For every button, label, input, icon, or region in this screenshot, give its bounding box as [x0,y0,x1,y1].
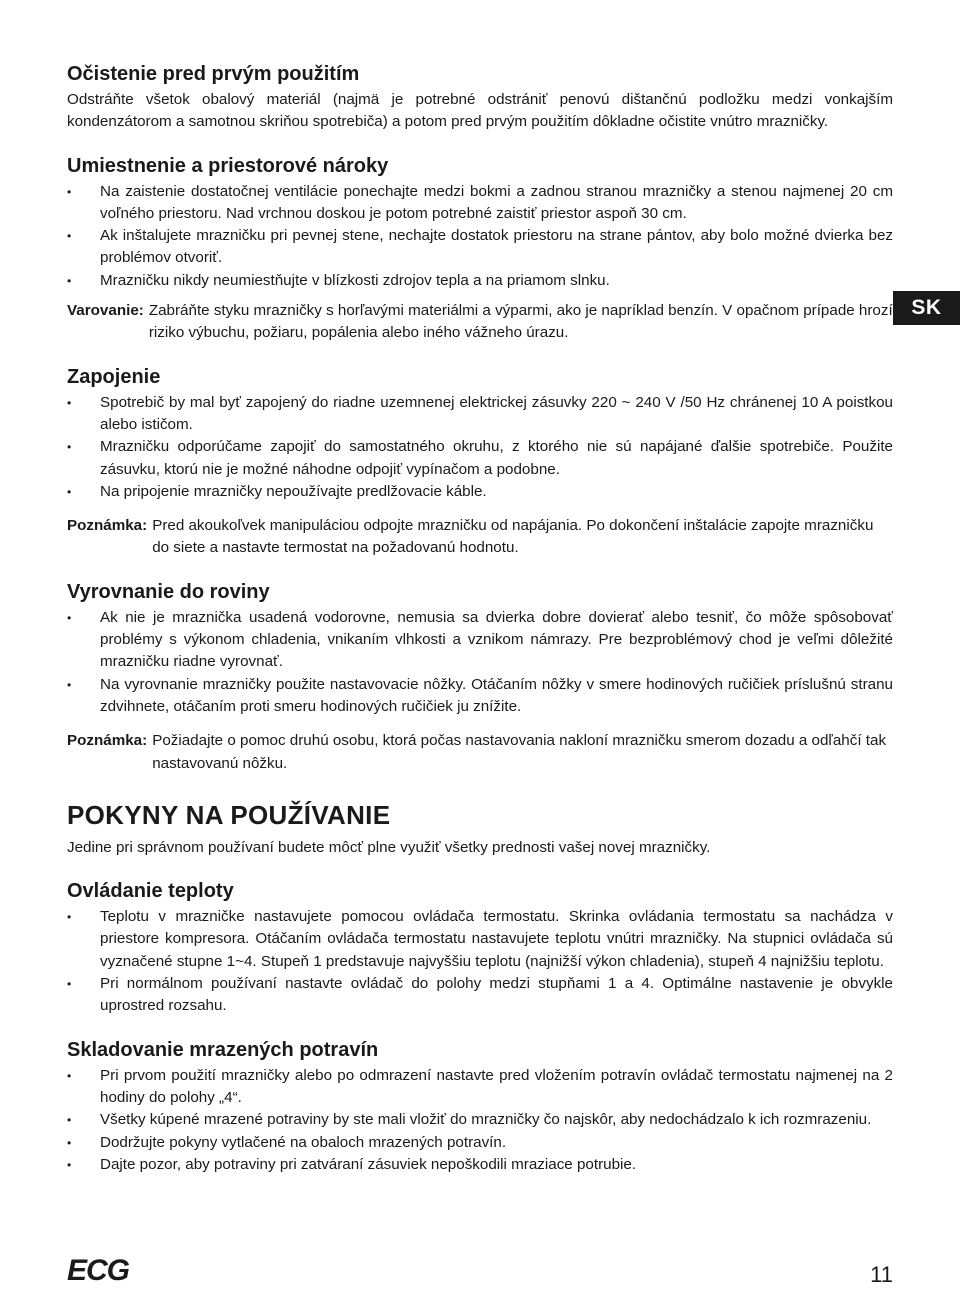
list-item: • Na vyrovnanie mrazničky použite nastavovacie nôžky. Otáčaním nôžky v smere hodinových ručičiek príslušnú stranu zdvihnete, otáčaním proti smeru hodinových ručičiek ju znížite. [67,674,893,719]
list-item: • Mrazničku nikdy neumiestňujte v blízkosti zdrojov tepla a na priamom slnku. [67,270,893,292]
list-item: • Spotrebič by mal byť zapojený do riadne uzemnenej elektrickej zásuvky 220 ~ 240 V /50 Hz chránenej 10 A poistkou alebo ističom. [67,392,893,437]
heading-storage: Skladovanie mrazených potravín [67,1038,379,1061]
document-page [67,62,893,1176]
list-item: • Ak inštalujete mrazničku pri pevnej stene, nechajte dostatok priestoru na strane pántov, aby bolo možné dvierka bez problémov otvoriť. [67,225,893,270]
warning-text: Zabráňte styku mrazničky s horľavými materiálmi a výparmi, ako je napríklad benzín. V opačnom prípade hrozí riziko výbuchu, požiaru, popálenia alebo iného vážneho úrazu. [148,302,893,342]
list-leveling [67,607,893,718]
warning-label: Varovanie: [67,302,144,320]
list-item: • Pri normálnom používaní nastavte ovládač do polohy medzi stupňami 1 a 4. Optimálne nastavenie je obvykle uprostred rozsahu. [67,973,893,1018]
leveling-note [67,730,893,775]
brand-logo: ECG [67,1254,130,1287]
note-text: Požiadajte o pomoc druhú osobu, ktorá počas nastavovania nakloní mrazničku smerom dozadu a odľahčí tak nastavovanú nôžku. [152,732,887,772]
list-item: • Pri prvom použití mrazničky alebo po odmrazení nastavte pred vložením potravín ovládač termostatu najmenej na 2 hodiny do polohy „4“. [67,1065,893,1110]
heading-temperature: Ovládanie teploty [67,880,234,903]
note-label: Poznámka: [67,517,148,535]
list-connection [67,392,893,503]
list-item: • Mrazničku odporúčame zapojiť do samostatného okruhu, z ktorého nie sú napájané ďalšie spotrebiče. Použite zásuvku, ktorú nie je možné náhodne odpojiť vypínačom a podobne. [67,436,893,481]
connection-note [67,515,893,560]
list-item: • Teplotu v mrazničke nastavujete pomocou ovládača termostatu. Skrinka ovládania termostatu sa nachádza v priestore kompresora. Otáčaním ovládača termostatu nastavujete teplotu vnútri mrazničky. Na stupnici ovládača sú vyznačené stupne 1~4. Stupeň 1 predstavuje najvyššiu teplotu (najnižší výkon chladenia), stupeň 4 najnižšiu teplotu. [67,906,893,973]
language-tab: SK [893,291,960,325]
list-placement [67,181,893,292]
list-item: • Ak nie je mraznička usadená vodorovne, nemusia sa dvierka dobre dovierať alebo tesniť, čo môže spôsobovať problémy s výkonom chladenia, vnikaním vlhkosti a vznikom námrazy. Pre bezproblémový chod je veľmi dôležité mrazničku riadne vyrovnať. [67,607,893,674]
heading-leveling: Vyrovnanie do roviny [67,580,270,603]
paragraph-cleaning: Odstráňte všetok obalový materiál (najmä je potrebné odstrániť penovú dištančnú podložku medzi vonkajším kondenzátorom a samotnou skriňou spotrebiča) a potom pred prvým použitím dôkladne očistite vnútro mrazničky. [67,91,893,131]
heading-usage: POKYNY NA POUŽÍVANIE [67,799,391,830]
paragraph-usage-intro: Jedine pri správnom používaní budete môcť plne využiť všetky prednosti vašej novej mrazničky. [67,838,711,856]
list-storage [67,1065,893,1176]
page-number: 11 [870,1262,893,1287]
heading-cleaning: Očistenie pred prvým použitím [67,63,360,85]
list-item: • Na pripojenie mrazničky nepoužívajte predlžovacie káble. [67,481,893,503]
note-text: Pred akoukoľvek manipuláciou odpojte mrazničku od napájania. Po dokončení inštalácie zapojte mrazničku do siete a nastavte termostat na požadovanú hodnotu. [152,517,874,557]
note-label: Poznámka: [67,732,148,750]
list-item: • Všetky kúpené mrazené potraviny by ste mali vložiť do mrazničky čo najskôr, aby nedochádzalo k ich rozmrazeniu. [67,1109,893,1131]
heading-connection: Zapojenie [67,365,161,388]
list-item: • Na zaistenie dostatočnej ventilácie ponechajte medzi bokmi a zadnou stranou mrazničky a stenou najmenej 20 cm voľného priestoru. Nad vrchnou doskou je potom potrebné zaistiť priestor aspoň 30 cm. [67,181,893,226]
list-item: • Dajte pozor, aby potraviny pri zatváraní zásuviek nepoškodili mraziace potrubie. [67,1154,893,1176]
list-item: • Dodržujte pokyny vytlačené na obaloch mrazených potravín. [67,1132,893,1154]
list-temperature [67,906,893,1017]
warning-note [67,300,893,345]
heading-placement: Umiestnenie a priestorové nároky [67,154,389,177]
